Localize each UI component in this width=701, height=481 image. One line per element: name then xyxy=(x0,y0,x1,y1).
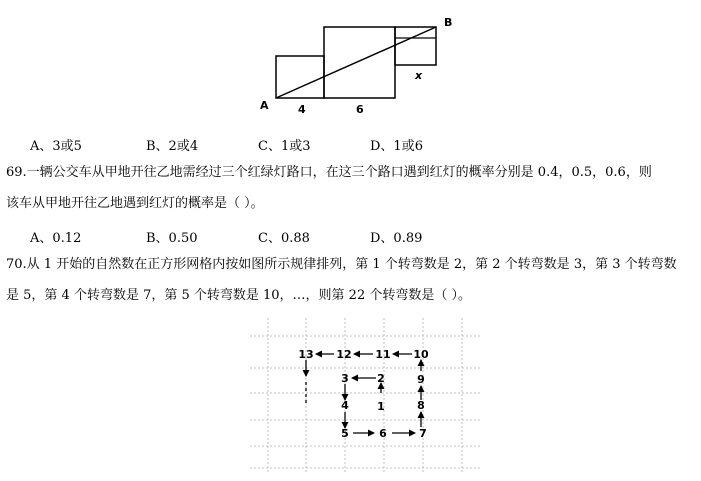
spiral-number-8: 8 xyxy=(417,399,425,412)
dimension-x: x xyxy=(415,69,423,82)
q69-text-line1: 69.一辆公交车从甲地开往乙地需经过三个红绿灯路口，在这三个路口遇到红灯的概率分别是 0.4，0.5，0.6，则 xyxy=(6,165,652,180)
q69-option-b[interactable]: B、0.50 xyxy=(146,231,198,246)
spiral-number-2: 2 xyxy=(377,372,385,385)
spiral-number-5: 5 xyxy=(341,427,349,440)
q68-option-d[interactable]: D、1或6 xyxy=(370,139,423,154)
dimension-4: 4 xyxy=(298,103,306,116)
spiral-number-13: 13 xyxy=(298,348,314,361)
spiral-number-6: 6 xyxy=(379,427,387,440)
spiral-number-3: 3 xyxy=(341,372,349,385)
q69-option-d[interactable]: D、0.89 xyxy=(370,231,423,246)
q69-option-c[interactable]: C、0.88 xyxy=(258,231,310,246)
q70-text-line1: 70.从 1 开始的自然数在正方形网格内按如图所示规律排列，第 1 个转弯数是 2，第 2 个转弯数是 3，第 3 个转弯数 xyxy=(6,257,677,272)
q70-text-line2: 是 5，第 4 个转弯数是 7，第 5 个转弯数是 10，…，则第 22 个转弯数是（ ）。 xyxy=(6,288,471,303)
q68-option-c[interactable]: C、1或3 xyxy=(258,139,311,154)
label-b: B xyxy=(444,16,453,29)
q68-option-b[interactable]: B、2或4 xyxy=(146,139,199,154)
spiral-number-9: 9 xyxy=(417,373,425,386)
spiral-number-10: 10 xyxy=(413,348,429,361)
q69-text-line2: 该车从甲地开往乙地遇到红灯的概率是（ ）。 xyxy=(6,196,264,211)
label-a: A xyxy=(260,99,269,112)
spiral-grid-diagram xyxy=(250,318,480,474)
rectangle-diagram xyxy=(258,14,458,118)
spiral-number-4: 4 xyxy=(341,399,349,412)
q69-option-a[interactable]: A、0.12 xyxy=(30,231,82,246)
spiral-number-7: 7 xyxy=(419,427,427,440)
spiral-number-11: 11 xyxy=(375,348,391,361)
q68-option-a[interactable]: A、3或5 xyxy=(30,139,82,154)
dimension-6: 6 xyxy=(356,103,364,116)
spiral-number-1: 1 xyxy=(377,400,385,413)
spiral-number-12: 12 xyxy=(336,348,352,361)
